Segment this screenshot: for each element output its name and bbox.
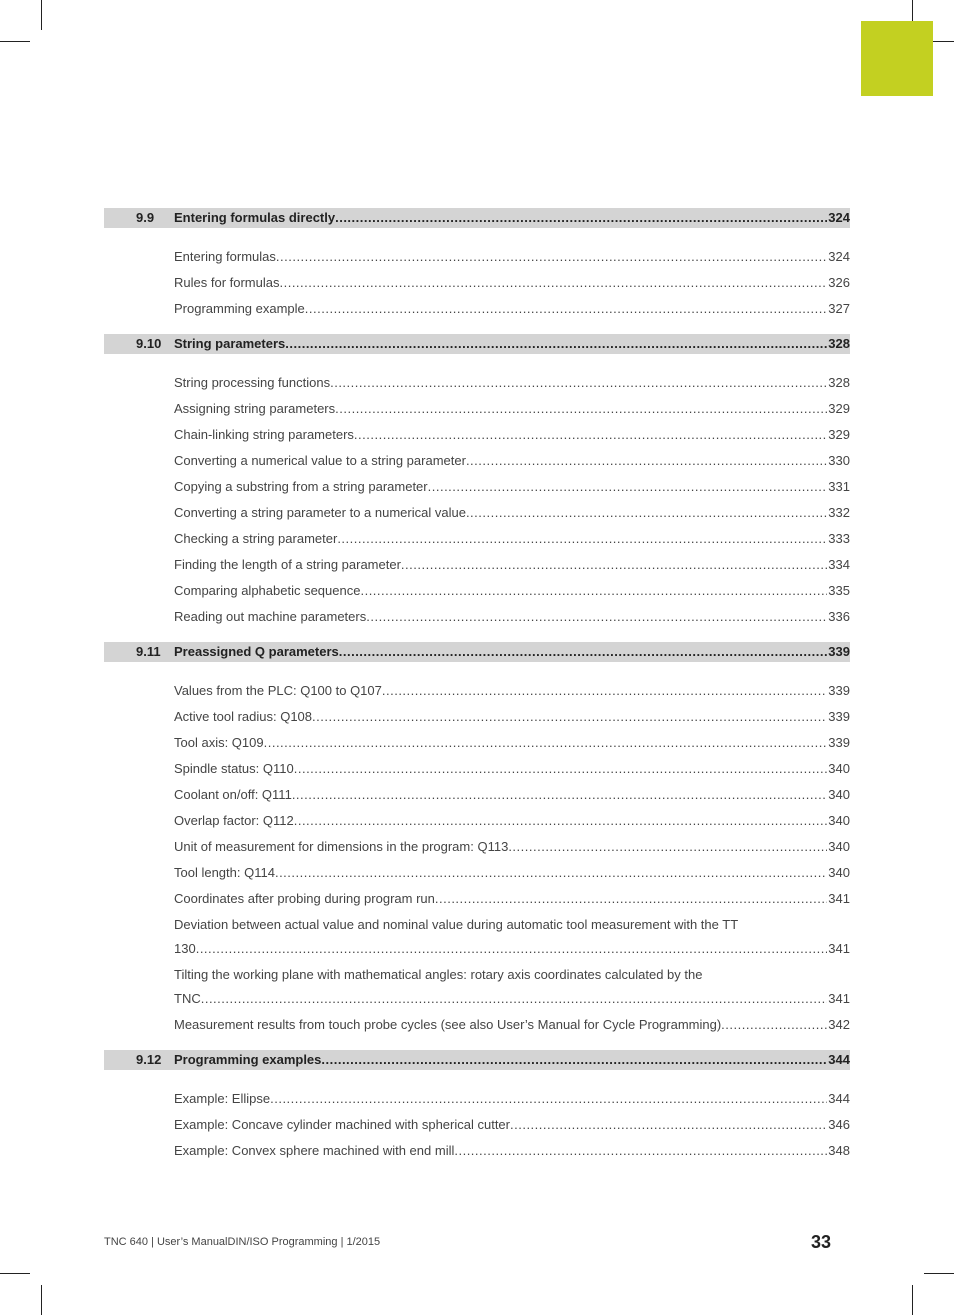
entry-title-line2: TNC bbox=[174, 991, 201, 1006]
entry-title: Unit of measurement for dimensions in the program: Q113 bbox=[174, 839, 509, 854]
entry-page: 330 bbox=[828, 453, 850, 468]
entry-page: 348 bbox=[828, 1143, 850, 1158]
entry-title: Example: Ellipse bbox=[174, 1091, 271, 1106]
toc-entry[interactable] bbox=[174, 886, 850, 912]
section-title: Preassigned Q parameters bbox=[174, 644, 339, 659]
section-number: 9.10 bbox=[136, 336, 162, 351]
toc-entry[interactable] bbox=[174, 860, 850, 886]
section-page: 339 bbox=[828, 644, 850, 659]
toc-entry[interactable] bbox=[174, 834, 850, 860]
toc-section-heading[interactable] bbox=[104, 334, 850, 354]
entry-page: 332 bbox=[828, 505, 850, 520]
entry-page: 340 bbox=[828, 787, 850, 802]
entry-page: 340 bbox=[828, 839, 850, 854]
crop-mark bbox=[924, 1273, 954, 1274]
entry-page: 326 bbox=[828, 275, 850, 290]
entry-page: 346 bbox=[828, 1117, 850, 1132]
entry-page: 334 bbox=[828, 557, 850, 572]
entry-page: 327 bbox=[828, 301, 850, 316]
entry-title: Converting a string parameter to a numerical value bbox=[174, 505, 466, 520]
page-number: 33 bbox=[811, 1232, 832, 1252]
entry-page: 335 bbox=[828, 583, 850, 598]
entry-page: 341 bbox=[828, 891, 850, 906]
section-title: String parameters bbox=[174, 336, 286, 351]
toc-entry[interactable] bbox=[174, 500, 850, 526]
toc-entry[interactable] bbox=[174, 448, 850, 474]
entry-title-line1: Deviation between actual value and nominal value during automatic tool measurement with the TT bbox=[174, 917, 739, 932]
section-number: 9.11 bbox=[136, 644, 161, 659]
entry-page: 331 bbox=[828, 479, 850, 494]
entry-title: Coolant on/off: Q111 bbox=[174, 787, 292, 802]
entry-page: 328 bbox=[828, 375, 850, 390]
entry-page: 324 bbox=[828, 249, 850, 264]
entry-title: Reading out machine parameters bbox=[174, 609, 367, 624]
entry-title: Assigning string parameters bbox=[174, 401, 336, 416]
entry-page: 329 bbox=[828, 401, 850, 416]
entry-title: Active tool radius: Q108 bbox=[174, 709, 313, 724]
entry-page: 340 bbox=[828, 761, 850, 776]
entry-title: Coordinates after probing during program run bbox=[174, 891, 435, 906]
toc-entry[interactable] bbox=[174, 474, 850, 500]
entry-page: 341 bbox=[828, 991, 850, 1006]
toc-entry[interactable] bbox=[174, 756, 850, 782]
entry-title: Converting a numerical value to a string parameter bbox=[174, 453, 466, 468]
toc-entry[interactable] bbox=[174, 1112, 850, 1138]
entry-page: 339 bbox=[828, 735, 850, 750]
footer-text: TNC 640 | User’s ManualDIN/ISO Programming | 1/2015 bbox=[104, 1236, 381, 1248]
toc-entry[interactable] bbox=[174, 962, 850, 1012]
toc-entry[interactable] bbox=[174, 1086, 850, 1112]
toc-entry[interactable] bbox=[174, 396, 850, 422]
entry-title: Entering formulas bbox=[174, 249, 276, 264]
crop-mark bbox=[912, 1285, 913, 1315]
entry-page: 336 bbox=[828, 609, 850, 624]
entry-title: Chain-linking string parameters bbox=[174, 427, 354, 442]
crop-mark bbox=[41, 1285, 42, 1315]
entry-page: 339 bbox=[828, 683, 850, 698]
toc-entry[interactable] bbox=[174, 678, 850, 704]
entry-title: Checking a string parameter bbox=[174, 531, 338, 546]
entry-page: 340 bbox=[828, 865, 850, 880]
toc-entry[interactable] bbox=[174, 1138, 850, 1164]
toc-entry[interactable] bbox=[174, 370, 850, 396]
entry-page: 329 bbox=[828, 427, 850, 442]
table-of-contents bbox=[104, 208, 850, 1176]
entry-title: Overlap factor: Q112 bbox=[174, 813, 294, 828]
toc-section-heading[interactable] bbox=[104, 642, 850, 662]
toc-entry[interactable] bbox=[174, 296, 850, 322]
toc-entry[interactable] bbox=[174, 808, 850, 834]
section-title: Programming examples bbox=[174, 1052, 322, 1067]
entry-title: Example: Concave cylinder machined with spherical cutter bbox=[174, 1117, 510, 1132]
entry-page: 342 bbox=[828, 1017, 850, 1032]
section-page: 324 bbox=[828, 210, 850, 225]
toc-entry[interactable] bbox=[174, 912, 850, 962]
entry-title: Programming example bbox=[174, 301, 305, 316]
entry-title: Values from the PLC: Q100 to Q107 bbox=[174, 683, 382, 698]
section-number: 9.9 bbox=[136, 210, 155, 225]
crop-mark bbox=[0, 41, 30, 42]
toc-entry[interactable] bbox=[174, 604, 850, 630]
entry-title-line1: Tilting the working plane with mathematical angles: rotary axis coordinates calculated by the bbox=[174, 967, 703, 982]
section-title: Entering formulas directly bbox=[174, 210, 336, 225]
toc-entry[interactable] bbox=[174, 730, 850, 756]
toc-entry[interactable] bbox=[174, 1012, 850, 1038]
entry-title: Rules for formulas bbox=[174, 275, 280, 290]
entry-page: 340 bbox=[828, 813, 850, 828]
crop-mark bbox=[41, 0, 42, 30]
entry-title: Tool axis: Q109 bbox=[174, 735, 264, 750]
entry-title: String processing functions bbox=[174, 375, 331, 390]
crop-mark bbox=[0, 1273, 30, 1274]
toc-entry[interactable] bbox=[174, 244, 850, 270]
section-page: 328 bbox=[828, 336, 850, 351]
entry-title: Copying a substring from a string parameter bbox=[174, 479, 428, 494]
entry-title: Example: Convex sphere machined with end mill bbox=[174, 1143, 455, 1158]
toc-section-heading[interactable] bbox=[104, 208, 850, 228]
section-number: 9.12 bbox=[136, 1052, 162, 1067]
entry-title-line2: 130 bbox=[174, 941, 196, 956]
toc-entry[interactable] bbox=[174, 270, 850, 296]
entry-title: Tool length: Q114 bbox=[174, 865, 275, 880]
toc-entry[interactable] bbox=[174, 578, 850, 604]
entry-title: Finding the length of a string parameter bbox=[174, 557, 401, 572]
entry-title: Comparing alphabetic sequence bbox=[174, 583, 361, 598]
entry-page: 341 bbox=[828, 941, 850, 956]
chapter-accent-block bbox=[861, 21, 933, 96]
toc-section-heading[interactable] bbox=[104, 1050, 850, 1070]
section-page: 344 bbox=[828, 1052, 850, 1067]
toc-entry[interactable] bbox=[174, 422, 850, 448]
entry-page: 344 bbox=[828, 1091, 850, 1106]
toc-entry[interactable] bbox=[174, 552, 850, 578]
toc-entry[interactable] bbox=[174, 782, 850, 808]
entry-title: Spindle status: Q110 bbox=[174, 761, 294, 776]
toc-entry[interactable] bbox=[174, 704, 850, 730]
entry-page: 333 bbox=[828, 531, 850, 546]
entry-title: Measurement results from touch probe cycles (see also User’s Manual for Cycle Programming) bbox=[174, 1017, 722, 1032]
entry-page: 339 bbox=[828, 709, 850, 724]
toc-entry[interactable] bbox=[174, 526, 850, 552]
